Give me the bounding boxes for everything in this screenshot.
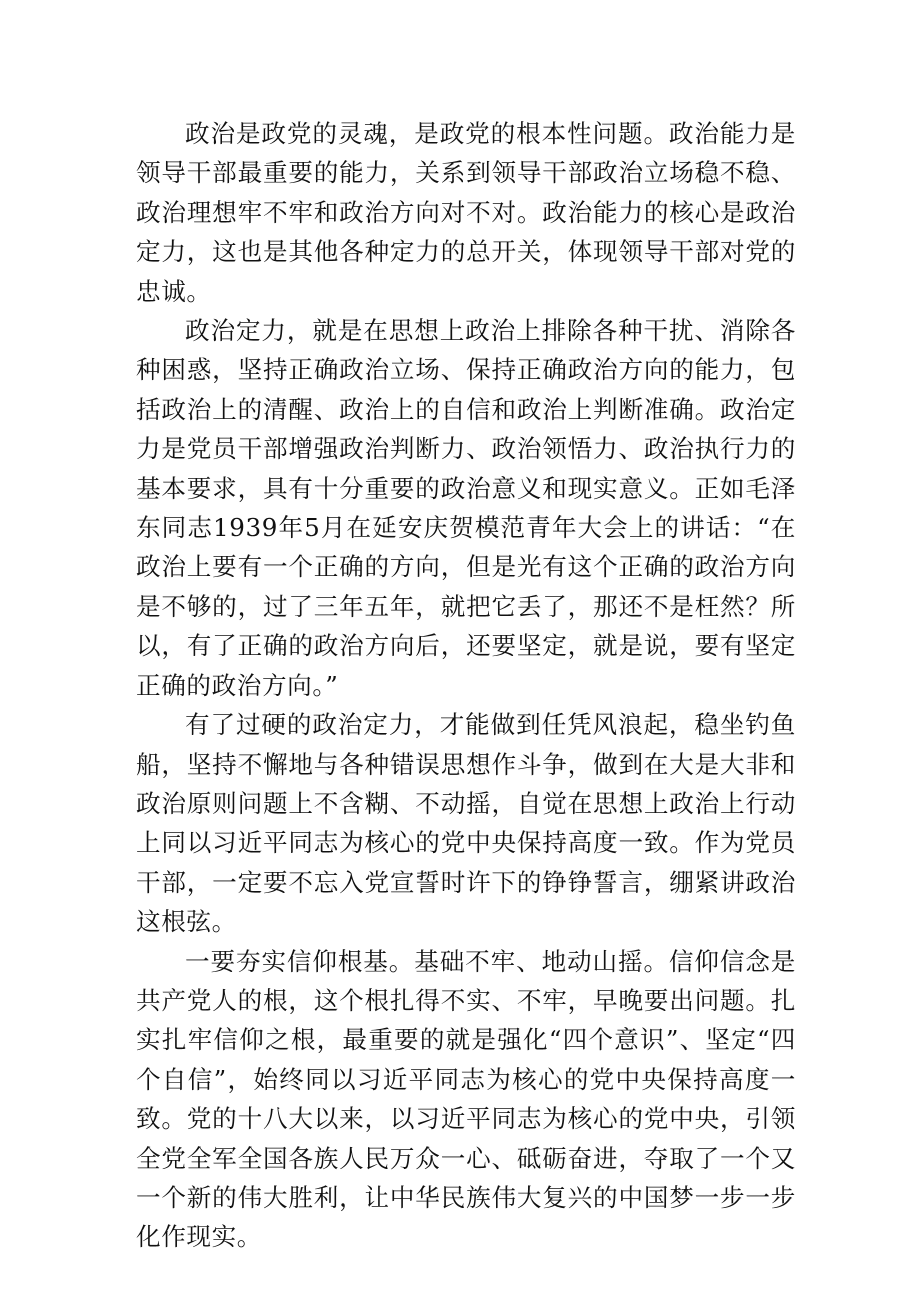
paragraph-1: 政治是政党的灵魂，是政党的根本性问题。政治能力是领导干部最重要的能力，关系到领导干部政治立场稳不稳、政治理想牢不牢和政治方向对不对。政治能力的核心是政治定力，这也是其他各种定力的总开关，体现领导干部对党的忠诚。 [136,119,796,306]
paragraph-2: 政治定力，就是在思想上政治上排除各种干扰、消除各种困惑，坚持正确政治立场、保持正确政治方向的能力，包括政治上的清醒、政治上的自信和政治上判断准确。政治定力是党员干部增强政治判断力、政治领悟力、政治执行力的基本要求，具有十分重要的政治意义和现实意义。正如毛泽东同志1939年5月在延安庆贺模范青年大会上的讲话：“在政治上要有一个正确的方向，但是光有这个正确的政治方向是不够的，过了三年五年，就把它丢了，那还不是枉然？所以，有了正确的政治方向后，还要坚定，就是说，要有坚定正确的政治方向。” [136,316,796,700]
paragraph-3: 有了过硬的政治定力，才能做到任凭风浪起，稳坐钓鱼船，坚持不懈地与各种错误思想作斗争，做到在大是大非和政治原则问题上不含糊、不动摇，自觉在思想上政治上行动上同以习近平同志为核心的党中央保持高度一致。作为党员干部，一定要不忘入党宣誓时许下的铮铮誓言，绷紧讲政治这根弦。 [136,710,796,937]
document-body [136,114,796,1257]
paragraph-4: 一要夯实信仰根基。基础不牢、地动山摇。信仰信念是共产党人的根，这个根扎得不实、不牢，早晚要出问题。扎实扎牢信仰之根，最重要的就是强化“四个意识”、坚定“四个自信”，始终同以习近平同志为核心的党中央保持高度一致。党的十八大以来，以习近平同志为核心的党中央，引领全党全军全国各族人民万众一心、砥砺奋进，夺取了一个又一个新的伟大胜利，让中华民族伟大复兴的中国梦一步一步化作现实。 [136,946,796,1252]
